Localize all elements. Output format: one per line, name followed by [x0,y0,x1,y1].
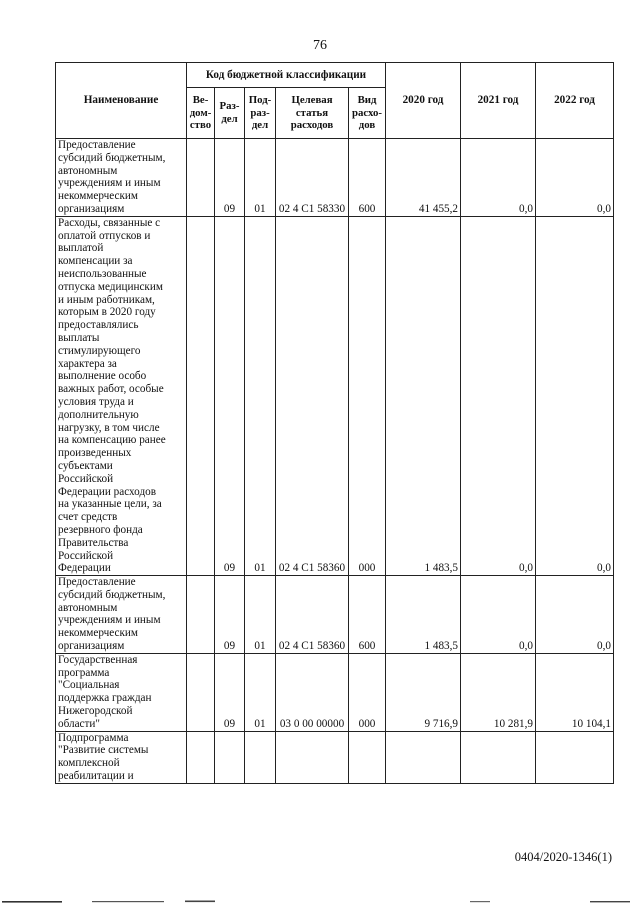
row-2020: 1 483,5 [386,216,461,575]
row-2020: 9 716,9 [386,653,461,731]
header-row-1 [56,63,614,88]
row-vedomstvo [187,731,215,783]
row-name: Государственная программа "Социальная поддержка граждан Нижегородской области" [56,653,187,731]
row-razdel: 09 [215,576,245,654]
row-razdel: 09 [215,139,245,217]
col-header-2021: 2021 год [461,63,536,139]
row-celevaya: 02 4 С1 58330 [276,139,349,217]
col-header-vid: Вид расхо- дов [349,88,386,139]
row-2020 [386,731,461,783]
row-2022: 10 104,1 [536,653,614,731]
col-header-podrazdel: Под- раз- дел [245,88,276,139]
row-celevaya [276,731,349,783]
row-name: Подпрограмма "Развитие системы комплексной реабилитации и [56,731,187,783]
col-header-name: Наименование [56,63,187,139]
col-header-vedomstvo: Ве- дом- ство [187,88,215,139]
row-vedomstvo [187,139,215,217]
table-row [56,216,614,575]
row-vid: 000 [349,653,386,731]
row-podrazdel: 01 [245,216,276,575]
row-2022: 0,0 [536,139,614,217]
row-2021: 0,0 [461,576,536,654]
row-celevaya: 02 4 С1 58360 [276,576,349,654]
row-2022 [536,731,614,783]
row-vid [349,731,386,783]
row-razdel: 09 [215,653,245,731]
row-2021: 0,0 [461,139,536,217]
row-vid: 600 [349,139,386,217]
col-header-celevaya: Целевая статья расходов [276,88,349,139]
row-celevaya: 02 4 С1 58360 [276,216,349,575]
row-celevaya: 03 0 00 00000 [276,653,349,731]
row-podrazdel: 01 [245,576,276,654]
row-name: Расходы, связанные с оплатой отпусков и выплатой компенсации за неиспользованные отпуска медицинским и иным работникам, которым в 2020 году предоставлялись выплаты стимулирующего характера за выполнение особо важных работ, особые условия труда и дополнительную нагрузку, в том числе на компенсацию ранее произведенных субъектами Российской Федерации расходов на указанные цели, за счет средств резервного фонда Правительства Российской Федерации [56,216,187,575]
col-header-razdel: Раз- дел [215,88,245,139]
budget-table [55,62,614,784]
page-number: 76 [313,38,327,53]
row-name: Предоставление субсидий бюджетным, автономным учреждениям и иным некоммерческим организациям [56,139,187,217]
row-name: Предоставление субсидий бюджетным, автономным учреждениям и иным некоммерческим организациям [56,576,187,654]
document-code: 0404/2020-1346(1) [514,850,612,864]
row-razdel [215,731,245,783]
row-vedomstvo [187,576,215,654]
row-vid: 600 [349,576,386,654]
col-header-2020: 2020 год [386,63,461,139]
row-2022: 0,0 [536,576,614,654]
row-2022: 0,0 [536,216,614,575]
row-podrazdel: 01 [245,653,276,731]
row-2021: 0,0 [461,216,536,575]
scan-edge-marks [0,896,640,905]
table-row [56,653,614,731]
table-row [56,576,614,654]
row-2021: 10 281,9 [461,653,536,731]
row-podrazdel [245,731,276,783]
row-vid: 000 [349,216,386,575]
row-2020: 1 483,5 [386,576,461,654]
row-razdel: 09 [215,216,245,575]
row-vedomstvo [187,216,215,575]
row-2021 [461,731,536,783]
row-2020: 41 455,2 [386,139,461,217]
col-header-code-group: Код бюджетной классификации [187,63,386,88]
row-vedomstvo [187,653,215,731]
col-header-2022: 2022 год [536,63,614,139]
row-podrazdel: 01 [245,139,276,217]
table-row [56,139,614,217]
table-row [56,731,614,783]
